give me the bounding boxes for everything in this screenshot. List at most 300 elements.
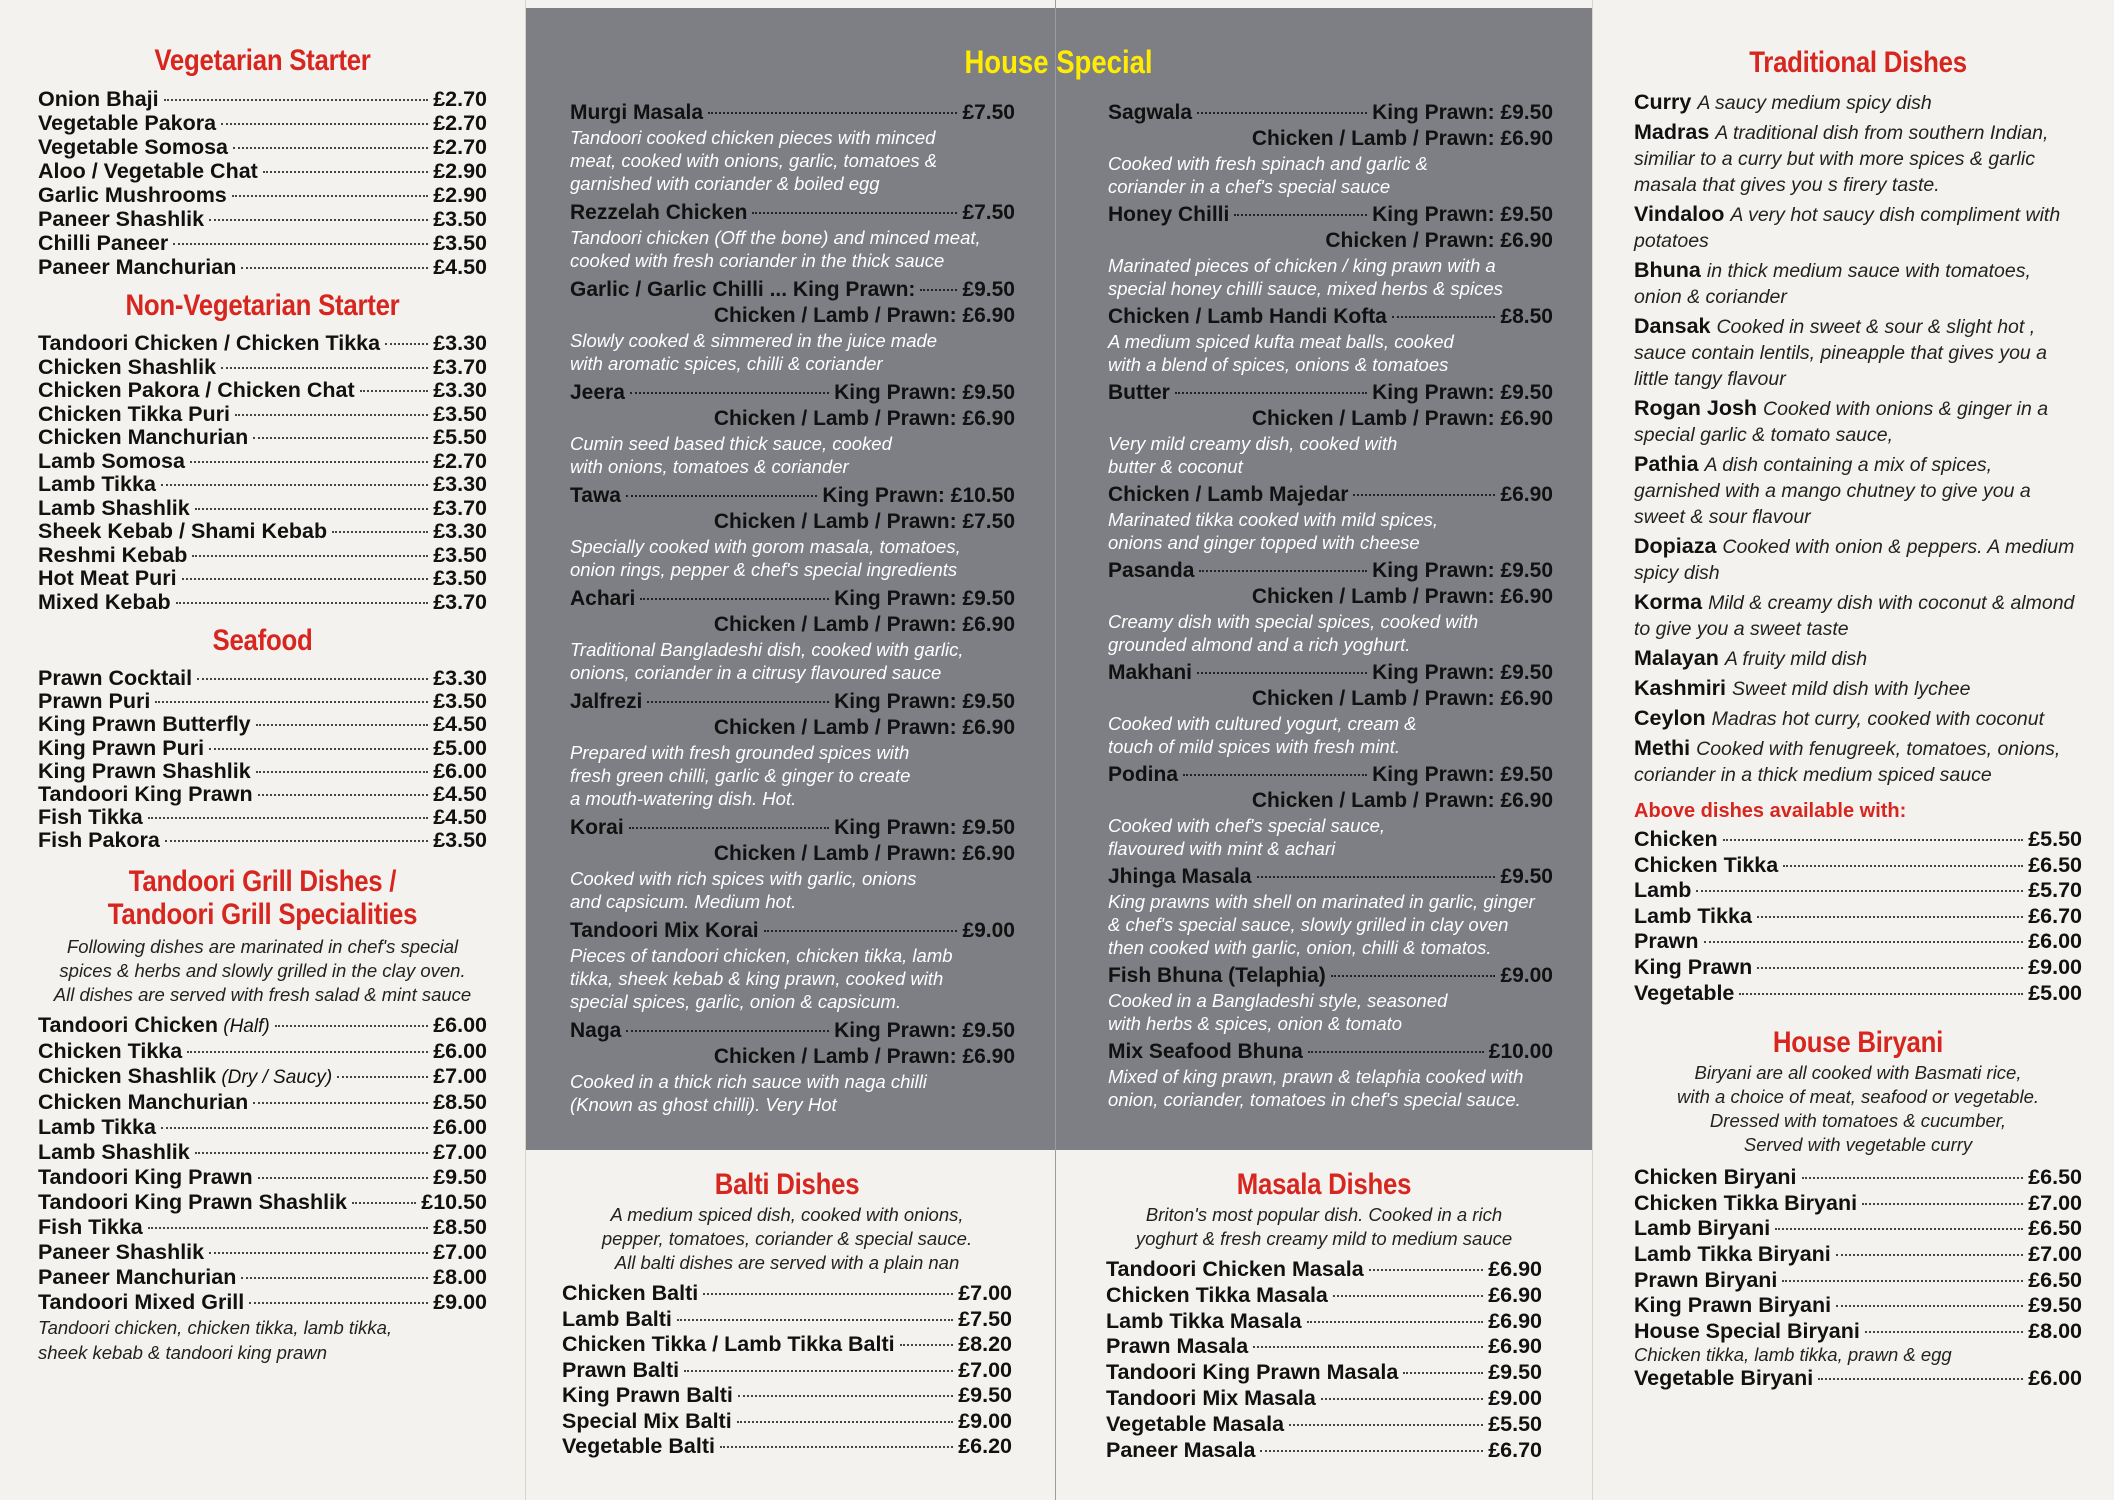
item-name: Achari [570, 587, 636, 610]
dot-leader [263, 171, 428, 173]
item-price: £6.90 [1488, 1257, 1542, 1281]
item-name: Special Mix Balti [562, 1408, 732, 1433]
item-description: onion, coriander, tomatoes in chef's special sauce. [1108, 1089, 1521, 1110]
menu-item [1106, 1438, 1542, 1464]
item-name: Sheek Kebab / Shami Kebab [38, 519, 328, 543]
item-price: £9.00 [2028, 954, 2082, 979]
dot-leader [148, 1227, 428, 1229]
item-name: Garlic Mushrooms [38, 183, 227, 207]
dot-leader [720, 1446, 953, 1448]
vegetarian-starter-title: Vegetarian Starter [154, 44, 371, 77]
item-name: Tandoori King Prawn Masala [1106, 1360, 1399, 1385]
balti-section [562, 1168, 1012, 1460]
item-price: £9.50 [958, 1383, 1012, 1407]
menu-item [38, 713, 487, 736]
item-price: £2.70 [433, 111, 487, 135]
item-description: A medium spiced kufta meat balls, cooked [1108, 331, 1454, 352]
house-special-item [1108, 963, 1553, 1035]
item-description: with a blend of spices, onions & tomatoes [1108, 354, 1449, 375]
item-name: Jalfrezi [570, 690, 643, 713]
menu-item [1634, 878, 2082, 904]
menu-item [562, 1307, 1012, 1333]
item-name: Lamb Tikka [38, 472, 156, 496]
house-special-item [570, 815, 1015, 913]
dot-leader [1862, 1203, 2023, 1205]
item-price: King Prawn: £9.50 [834, 816, 1015, 839]
menu-item [38, 379, 487, 403]
item-name: Vegetable [1634, 980, 1735, 1005]
dot-leader [752, 212, 957, 214]
item-price: £3.70 [433, 495, 487, 520]
dot-leader [1199, 570, 1367, 572]
menu-item [1634, 1319, 2082, 1345]
item-price: £3.30 [433, 378, 487, 402]
item-name: Jhinga Masala [1108, 865, 1252, 888]
dot-leader [258, 1177, 429, 1179]
item-price: £7.00 [433, 1139, 487, 1164]
item-description: and capsicum. Medium hot. [570, 891, 797, 912]
balti-intro-3: All balti dishes are served with a plain nan [614, 1252, 960, 1273]
item-price: King Prawn: £9.50 [1372, 101, 1553, 124]
menu-item [38, 760, 487, 783]
masala-section [1106, 1168, 1542, 1463]
right-column [1592, 0, 2114, 1500]
menu-item [38, 207, 487, 231]
item-price: £6.00 [433, 1038, 487, 1063]
available-with-label: Above dishes available with: [1634, 800, 1907, 822]
menu-item [1634, 1366, 2082, 1392]
dot-leader [385, 343, 428, 345]
item-name: Murgi Masala [570, 101, 704, 124]
item-price: £3.70 [433, 589, 487, 614]
item-name: Sagwala [1108, 101, 1193, 124]
item-description: Creamy dish with special spices, cooked with [1108, 611, 1479, 632]
house-special-title: House Special [964, 44, 1153, 80]
item-name: Jeera [570, 381, 625, 404]
item-name: Chicken Biryani [1634, 1165, 1797, 1190]
dot-leader [1696, 890, 2023, 892]
item-price: King Prawn: £9.50 [834, 381, 1015, 404]
item-price: £6.00 [2028, 1366, 2082, 1391]
menu-item [1634, 827, 2082, 853]
dish-name: Ceylon [1634, 706, 1712, 730]
traditional-dish-list [1634, 89, 2082, 788]
item-name: Hot Meat Puri [38, 566, 177, 590]
menu-item [562, 1409, 1012, 1435]
item-price: £9.00 [962, 919, 1015, 942]
item-description: & chef's special sauce, slowly grilled in clay oven [1108, 914, 1509, 935]
item-name: Pasanda [1108, 559, 1195, 582]
dish-description: A dish containing a mix of spices, garnished with a mango chutney to give you a sweet & sour flavour [1634, 454, 2031, 528]
house-special-item-row [570, 277, 1015, 303]
menu-item [38, 426, 487, 450]
menu-item [38, 1140, 487, 1165]
item-name: Onion Bhaji [38, 87, 159, 111]
item-description: onions, coriander in a citrusy flavoured sauce [570, 662, 942, 683]
item-description: touch of mild spices with fresh mint. [1108, 736, 1400, 757]
tandoori-title-1: Tandoori Grill Dishes / [128, 864, 397, 898]
traditional-price-list [1634, 827, 2082, 1006]
dish-description: A traditional dish from southern Indian, similiar to a curry but with more spices & garlic masala that gives you s firery taste. [1634, 122, 2049, 196]
item-description: special spices, garlic, onion & capsicum. [570, 991, 902, 1012]
dot-leader [1369, 1269, 1484, 1271]
dot-leader [1234, 214, 1367, 216]
item-price: £10.50 [421, 1189, 487, 1214]
item-description: Marinated tikka cooked with mild spices, [1108, 509, 1439, 530]
item-name: King Prawn Butterfly [38, 712, 251, 737]
item-price: £5.00 [2028, 980, 2082, 1005]
menu-item [1634, 853, 2082, 879]
item-name: King Prawn [1634, 954, 1753, 979]
item-price: £6.70 [2028, 903, 2082, 928]
dot-leader [360, 390, 429, 392]
dot-leader [209, 748, 428, 750]
item-price: £7.00 [958, 1357, 1012, 1382]
menu-item [38, 1165, 487, 1190]
dot-leader [173, 243, 428, 245]
item-sub-price: Chicken / Lamb / Prawn: £7.50 [713, 510, 1015, 533]
dot-leader [253, 437, 428, 439]
item-price: King Prawn: £9.50 [834, 690, 1015, 713]
dot-leader [221, 123, 428, 125]
menu-item [38, 473, 487, 497]
item-price: £3.50 [433, 566, 487, 590]
item-name: Prawn Biryani [1634, 1267, 1778, 1292]
item-name: Chilli Paneer [38, 231, 169, 255]
dot-leader [647, 701, 829, 703]
house-special-item-row [570, 380, 1015, 406]
menu-item [1634, 1216, 2082, 1242]
dish-description: Cooked with fenugreek, tomatoes, onions, coriander in a thick medium spiced sauce [1634, 738, 2061, 786]
dish-name: Dansak [1634, 314, 1717, 338]
item-sub-price: Chicken / Lamb / Prawn: £6.90 [1251, 585, 1553, 608]
item-name: Tandoori King Prawn [38, 782, 253, 807]
item-description: (Known as ghost chilli). Very Hot [570, 1094, 837, 1115]
house-special-item-row [1108, 1039, 1553, 1065]
dot-leader [708, 112, 957, 114]
item-price: King Prawn: £10.50 [822, 484, 1015, 507]
item-price: £9.00 [1488, 1385, 1542, 1410]
house-special-item [570, 200, 1015, 272]
dot-leader [626, 495, 817, 497]
item-name: Vegetable Masala [1106, 1411, 1285, 1436]
dish-name: Kashmiri [1634, 676, 1732, 700]
dot-leader [256, 771, 429, 773]
menu-item [38, 829, 487, 852]
item-price: King Prawn: £9.50 [1372, 559, 1553, 582]
item-name: Chicken Tikka Masala [1106, 1282, 1328, 1307]
item-price: £6.90 [1488, 1334, 1542, 1359]
house-special-item [1108, 762, 1553, 860]
item-name: Chicken Tikka / Lamb Tikka Balti [562, 1332, 895, 1356]
item-price: £7.50 [958, 1306, 1012, 1331]
item-price: £3.30 [433, 519, 487, 543]
menu-item [38, 1215, 487, 1240]
traditional-dish [1634, 533, 2082, 586]
traditional-dish [1634, 705, 2082, 732]
traditional-dish [1634, 675, 2082, 702]
item-sub-price: Chicken / Lamb / Prawn: £6.90 [713, 1045, 1015, 1068]
dot-leader [176, 602, 429, 604]
item-name: Lamb Balti [562, 1306, 672, 1331]
menu-item [38, 183, 487, 207]
item-note: (Half) [217, 1015, 270, 1037]
dot-leader [1704, 941, 2024, 943]
item-price: £10.00 [1488, 1040, 1553, 1063]
dot-leader [1802, 1177, 2024, 1179]
item-name: Tandoori Chicken Masala [1106, 1257, 1364, 1281]
biryani-intro-1: Biryani are all cooked with Basmati rice, [1694, 1062, 2022, 1084]
item-price: £3.50 [433, 207, 487, 231]
traditional-dish [1634, 89, 2082, 116]
house-special-item-row [1108, 762, 1553, 788]
item-name: Paneer Masala [1106, 1437, 1256, 1462]
tandoori-footer-1: Tandoori chicken, chicken tikka, lamb tikka, [38, 1316, 393, 1338]
dot-leader [1865, 1331, 2023, 1333]
dot-leader [626, 1030, 829, 1032]
item-price: £8.00 [2028, 1318, 2082, 1343]
item-name: Lamb Biryani [1634, 1216, 1771, 1241]
item-description: with onions, tomatoes & coriander [570, 456, 849, 477]
item-price: £6.90 [1488, 1308, 1542, 1333]
item-description: Cooked with cultured yogurt, cream & [1108, 713, 1417, 734]
item-name: Fish Bhuna (Telaphia) [1108, 964, 1326, 987]
dot-leader [1307, 1321, 1484, 1323]
dot-leader [1723, 839, 2024, 841]
menu-item [1634, 929, 2082, 955]
menu-item [562, 1383, 1012, 1409]
menu-item [1634, 1191, 2082, 1217]
item-name: Lamb Tikka Masala [1106, 1308, 1302, 1333]
menu-item [1634, 904, 2082, 930]
item-name: Fish Tikka [38, 805, 143, 830]
item-price: £6.00 [433, 1114, 487, 1139]
item-price: £6.50 [2028, 1267, 2082, 1292]
menu-item [38, 806, 487, 829]
dot-leader [165, 840, 428, 842]
house-special-item-row [1108, 963, 1553, 989]
item-sub-price: Chicken / Lamb / Prawn: £6.90 [713, 716, 1015, 739]
dot-leader [1757, 916, 2023, 918]
dish-description: Sweet mild dish with lychee [1731, 678, 1971, 700]
item-price: £8.50 [1500, 305, 1553, 328]
dot-leader [1782, 1280, 2023, 1282]
dot-leader [241, 267, 428, 269]
item-price: £8.20 [958, 1332, 1012, 1356]
dish-description: Cooked in sweet & sour & slight hot , sauce contain lentils, pineapple that gives you a little tangy flavour [1634, 316, 2048, 390]
dish-name: Malayan [1634, 646, 1725, 670]
house-special-item-row [1108, 482, 1553, 508]
item-sub-price: Chicken / Lamb / Prawn: £6.90 [713, 842, 1015, 865]
item-name: Lamb Tikka Biryani [1634, 1241, 1831, 1266]
dot-leader [187, 1051, 428, 1053]
dot-leader [1353, 494, 1495, 496]
item-price: £6.50 [2028, 1216, 2082, 1241]
item-description: with herbs & spices, onion & tomato [1108, 1013, 1403, 1034]
house-special-item [1108, 1039, 1553, 1111]
seafood-title: Seafood [212, 624, 313, 657]
menu-item [38, 356, 487, 380]
biryani-intro-3: Dressed with tomatoes & cucumber, [1709, 1110, 2007, 1132]
item-description: Tandoori cooked chicken pieces with minced [570, 127, 936, 148]
item-price: £7.00 [2028, 1241, 2082, 1266]
dot-leader [900, 1344, 954, 1346]
dish-name: Korma [1634, 590, 1709, 614]
item-name: King Prawn Biryani [1634, 1293, 1832, 1318]
menu-item [562, 1434, 1012, 1460]
item-description: tikka, sheek kebab & king prawn, cooked with [570, 968, 944, 989]
item-sub-price: Chicken / Lamb / Prawn: £6.90 [1251, 789, 1553, 812]
menu-item [1634, 955, 2082, 981]
menu-item [38, 1240, 487, 1265]
item-price: £4.50 [433, 712, 487, 737]
tandoori-intro-2: spices & herbs and slowly grilled in the clay oven. [59, 959, 466, 981]
menu-item [38, 1115, 487, 1140]
dish-name: Bhuna [1634, 258, 1707, 282]
item-name: Rezzelah Chicken [570, 201, 748, 224]
dot-leader [1739, 993, 2023, 995]
dish-description: Mild & creamy dish with coconut & almond to give you a sweet taste [1634, 592, 2075, 640]
item-price: £2.90 [433, 183, 487, 207]
item-name: Podina [1108, 763, 1179, 786]
item-price: £9.50 [1500, 865, 1553, 888]
item-sub-price: Chicken / Lamb / Prawn: £6.90 [713, 407, 1015, 430]
menu-item [38, 332, 487, 356]
item-name: Makhani [1108, 661, 1193, 684]
item-sub-price: Chicken / Lamb / Prawn: £6.90 [713, 304, 1015, 327]
dot-leader [148, 817, 428, 819]
item-description: grounded almond and a rich yoghurt. [1108, 634, 1411, 655]
masala-list [1106, 1257, 1542, 1463]
item-price: King Prawn: £9.50 [1372, 381, 1553, 404]
item-name: Vegetable Pakora [38, 111, 217, 135]
dish-name: Madras [1634, 120, 1716, 144]
item-name: Prawn [1634, 929, 1699, 954]
item-name: Lamb Somosa [38, 448, 185, 473]
item-price: £7.50 [962, 201, 1015, 224]
item-description: onion rings, pepper & chef's special ingredients [570, 559, 958, 580]
item-description: fresh green chilli, garlic & ginger to create [570, 765, 911, 786]
house-special-item [1108, 304, 1553, 376]
menu-item [1106, 1309, 1542, 1335]
item-name: Tandoori Chicken / Chicken Tikka [38, 331, 381, 355]
biryani-intro-2: with a choice of meat, seafood or vegetable. [1677, 1086, 2039, 1108]
item-name: Aloo / Vegetable Chat [38, 159, 258, 183]
dot-leader [1783, 865, 2023, 867]
traditional-dish [1634, 645, 2082, 672]
item-price: £5.70 [2028, 878, 2082, 903]
item-price: £9.50 [962, 278, 1015, 301]
menu-item [38, 1090, 487, 1115]
item-price: £9.50 [2028, 1293, 2082, 1318]
item-price: £3.50 [433, 828, 487, 853]
dish-name: Methi [1634, 736, 1697, 760]
item-name: Garlic / Garlic Chilli ... King Prawn: [570, 278, 916, 301]
item-price: £2.70 [433, 135, 487, 159]
dot-leader [1775, 1228, 2023, 1230]
menu-item [38, 667, 487, 690]
dot-leader [1331, 975, 1496, 977]
house-special-item-row [1108, 202, 1553, 228]
house-special-item [570, 918, 1015, 1013]
dot-leader [630, 392, 829, 394]
dish-description: A very hot saucy dish compliment with potatoes [1634, 204, 2061, 252]
item-price: £9.00 [433, 1289, 487, 1314]
menu-item [38, 231, 487, 255]
dot-leader [256, 724, 429, 726]
dot-leader [1333, 1295, 1483, 1297]
item-name: Lamb Tikka [1634, 903, 1752, 928]
dot-leader [253, 1102, 428, 1104]
item-price: King Prawn: £9.50 [1372, 203, 1553, 226]
dot-leader [703, 1293, 953, 1295]
menu-item [38, 111, 487, 135]
house-special-item-row [1108, 380, 1553, 406]
menu-item [1106, 1360, 1542, 1386]
house-special-item-row [570, 200, 1015, 226]
dot-leader [232, 195, 428, 197]
dot-leader [629, 827, 829, 829]
house-special-item-row [570, 689, 1015, 715]
menu-item [38, 544, 487, 568]
item-name: Tandoori Mixed Grill [38, 1289, 245, 1314]
item-description: onions and ginger topped with cheese [1108, 532, 1420, 553]
vegetarian-starter-list [38, 87, 487, 279]
item-price: £8.50 [433, 1214, 487, 1239]
item-price: £9.50 [433, 1164, 487, 1189]
menu-item [1634, 981, 2082, 1007]
item-name: King Prawn Puri [38, 735, 205, 760]
item-price: £2.70 [433, 87, 487, 111]
house-special-item [570, 380, 1015, 478]
house-special-item [1108, 864, 1553, 959]
traditional-dish [1634, 201, 2082, 254]
item-price: £6.70 [1488, 1437, 1542, 1462]
masala-intro-1: Briton's most popular dish. Cooked in a rich [1145, 1204, 1503, 1225]
menu-item [1634, 1165, 2082, 1191]
menu-item [38, 87, 487, 111]
tandoori-title-2: Tandoori Grill Specialities [107, 897, 418, 931]
item-description: Mixed of king prawn, prawn & telaphia cooked with [1108, 1066, 1524, 1087]
menu-item [38, 1013, 487, 1039]
balti-intro-1: A medium spiced dish, cooked with onions, [610, 1204, 964, 1225]
item-description: coriander in a chef's special sauce [1108, 176, 1391, 197]
menu-item [38, 497, 487, 521]
item-name: Chicken Manchurian [38, 1089, 249, 1114]
dot-leader [1197, 112, 1367, 114]
item-name: Tandoori Mix Korai [570, 919, 759, 942]
house-special-item [570, 277, 1015, 375]
menu-item [38, 520, 487, 544]
house-special-item [570, 689, 1015, 810]
item-name: Prawn Balti [562, 1357, 680, 1382]
item-description: Cooked with chef's special sauce, [1108, 815, 1386, 836]
item-price: £7.00 [433, 1239, 487, 1264]
item-name: Butter [1108, 381, 1170, 404]
traditional-dish [1634, 257, 2082, 310]
item-name: Tandoori Mix Masala [1106, 1385, 1316, 1410]
item-name: Tandoori King Prawn Shashlik [38, 1189, 347, 1214]
menu-item [1106, 1334, 1542, 1360]
menu-item [38, 1265, 487, 1290]
item-name: Vegetable Somosa [38, 135, 228, 159]
dot-leader [1757, 967, 2023, 969]
dot-leader [1836, 1305, 2023, 1307]
item-description: Tandoori chicken (Off the bone) and minced meat, [570, 227, 981, 248]
menu-item [1106, 1386, 1542, 1412]
house-special-item-row [570, 100, 1015, 126]
dish-description: Cooked with onions & ginger in a special garlic & tomato sauce, [1634, 398, 2049, 446]
